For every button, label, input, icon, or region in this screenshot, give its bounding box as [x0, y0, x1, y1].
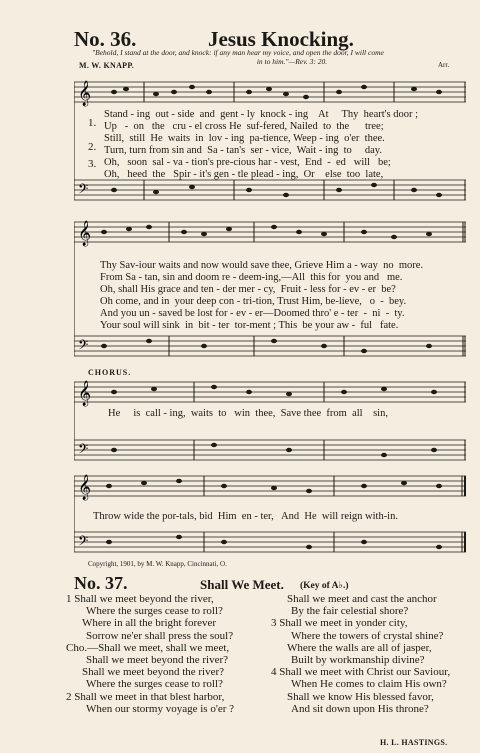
- text-line: Sorrow ne'er shall press the soul?: [86, 629, 234, 642]
- treble-clef-icon: 𝄞: [78, 475, 92, 500]
- verse-lyric: Oh, soon sal - va - tion's pre-cious har - vest, End - ed will be;: [104, 157, 391, 168]
- text-line: 4 Shall we meet with Christ our Saviour,: [271, 666, 451, 679]
- text-line: Shall we meet and cast the anchor: [287, 593, 437, 605]
- bass-staff-1: [74, 180, 466, 200]
- hymn-number: No. 36.: [74, 27, 137, 51]
- bass-clef-icon: 𝄢: [78, 181, 89, 200]
- treble-staff-1: [74, 82, 466, 102]
- chorus-system-1: [74, 376, 466, 471]
- verse-lyric: And you un - saved be lost for - ev - er—Doomed thro' e - ter - ni - ty.: [100, 308, 405, 319]
- treble-clef-icon: 𝄞: [78, 221, 92, 246]
- text-line: Where the surges cease to roll?: [86, 605, 223, 618]
- copyright-notice: Copyright, 1901, by M. W. Knapp, Cincinnati, O.: [88, 560, 227, 568]
- arranger-mark: Arr.: [438, 61, 450, 69]
- text-line: When He comes to claim His own?: [291, 678, 447, 691]
- text-line: Where the walls are all of jasper,: [287, 641, 432, 654]
- verse-lyric: Your soul will sink in bit - ter tor-ment ; This be your aw - ful fate.: [100, 320, 399, 331]
- text-line: Shall we meet beyond the river?: [86, 654, 229, 667]
- bass-clef-icon: 𝄢: [78, 533, 89, 552]
- verse-lyric: Up - on the cru - el cross He suf-fered, Nailed to the tree;: [104, 121, 384, 132]
- verse-lyric: Still, still He waits in lov - ing pa-tience, Weep - ing o'er thee.: [104, 133, 385, 144]
- text-line: Shall we know His blessed favor,: [287, 690, 434, 703]
- hymn-author: H. L. HASTINGS.: [380, 738, 448, 747]
- text-line: 3 Shall we meet in yonder city,: [271, 617, 408, 630]
- text-line: Shall we meet beyond the river?: [82, 666, 225, 679]
- verse-lyric: Stand - ing out - side and gent - ly knock - ing At Thy heart's door ;: [104, 109, 419, 120]
- verse-lyric: Thy Sav-iour waits and now would save thee, Grieve Him a - way no more.: [100, 260, 424, 271]
- hymn-author: M. W. KNAPP.: [79, 61, 135, 70]
- bass-clef-icon: 𝄢: [78, 337, 89, 356]
- chorus-label: CHORUS.: [88, 368, 132, 377]
- verse-number: 3.: [88, 158, 97, 170]
- verse-lyric: Oh come, and in your deep con - tri-tion, Trust Him, be-lieve, o - bey.: [100, 296, 407, 307]
- key-signature-note: (Key of A♭.): [300, 581, 349, 591]
- verse-lyric: Oh, heed the Spir - it's gen - tle plead - ing, Or else too late,: [104, 169, 384, 180]
- verse-number: 1.: [88, 117, 97, 129]
- text-line: Where the surges cease to roll?: [86, 678, 223, 691]
- treble-staff-2: [74, 222, 466, 242]
- text-line: And sit down upon His throne?: [291, 702, 429, 715]
- hymn-number: No. 37.: [74, 573, 128, 593]
- chorus-lyric: He is call - ing, waits to win thee, Save thee from all sin,: [108, 408, 388, 419]
- chorus-lyric: Throw wide the por-tals, bid Him en - ter, And He will reign with-in.: [93, 511, 398, 522]
- bass-staff-2: [74, 336, 466, 356]
- verse-lyric: Oh, shall His grace and ten - der mer - cy, Fruit - less for - ev - er be?: [100, 284, 396, 295]
- treble-clef-icon: 𝄞: [78, 381, 92, 406]
- hymn-title: Jesus Knocking.: [208, 27, 354, 51]
- verse-lyric: From Sa - tan, sin and doom re - deem-ing,—All this for you and me.: [100, 272, 403, 283]
- hymn-title: Shall We Meet.: [200, 577, 284, 592]
- epigraph-line-2: in to him."—Rev. 3: 20.: [256, 57, 328, 66]
- epigraph-line-1: "Behold, I stand at the door, and knock: if any man hear my voice, and open the door, I will come: [92, 48, 384, 57]
- text-line: Where the towers of crystal shine?: [291, 629, 444, 642]
- text-line: Built by workmanship divine?: [291, 654, 425, 667]
- verse-number: 2.: [88, 141, 97, 153]
- text-line: Where in all the bright forever: [82, 617, 217, 630]
- scripture-epigraph: [92, 48, 452, 66]
- text-line: When our stormy voyage is o'er ?: [86, 702, 234, 715]
- right-text-column: [271, 593, 450, 715]
- text-line: 2 Shall we meet in that blest harbor,: [66, 690, 225, 703]
- bass-clef-icon: 𝄢: [78, 441, 89, 460]
- left-text-column: [66, 593, 234, 715]
- verse-lyric: Turn, turn from sin and Sa - tan's ser - vice, Wait - ing to day.: [104, 145, 382, 156]
- text-line: By the fair celestial shore?: [291, 605, 409, 618]
- treble-clef-icon: 𝄞: [78, 81, 92, 106]
- text-line: 1 Shall we meet beyond the river,: [66, 593, 214, 605]
- text-line: Cho.—Shall we meet, shall we meet,: [66, 641, 230, 654]
